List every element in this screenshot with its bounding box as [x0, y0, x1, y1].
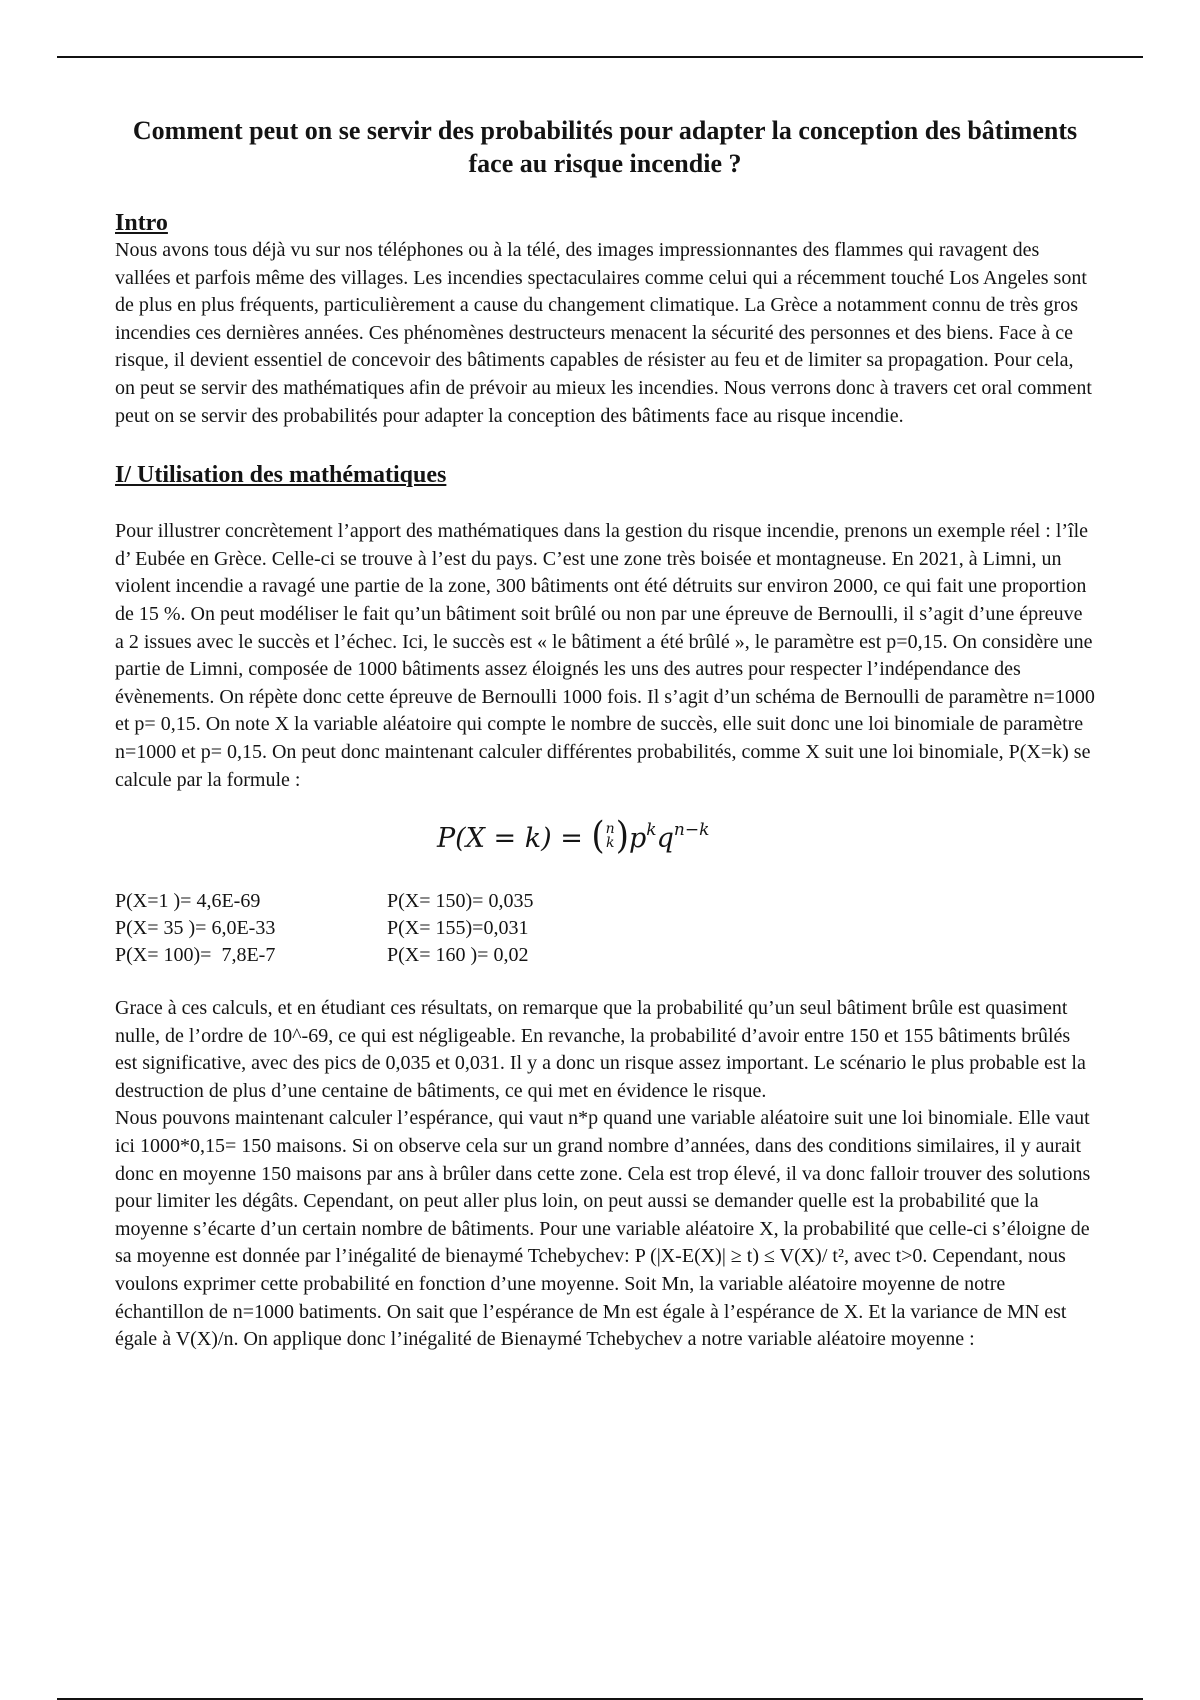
document-title: Comment peut on se servir des probabilités pour adapter la conception des bâtiments face au risque incendie ? [132, 116, 1078, 178]
section1-paragraph-2: Grace à ces calculs, et en étudiant ces résultats, on remarque que la probabilité qu’un seul bâtiment brûle est quasiment nulle, de l’ordre de 10^-69, ce qui est négligeable. En revanche, la probabilité d’avoir entre 150 et 155 bâtiments brûlés est significative, avec des pics de 0,035 et 0,031. Il y a donc un risque assez important. Le scénario le plus probable est la destruction de plus d’une centaine de bâtiments, ce qui met en évidence le risque. [115, 997, 1086, 1102]
probability-value: P(X= 155)=0,031 [387, 917, 529, 940]
probability-results [115, 888, 1095, 969]
probability-value: P(X=1 )= 4,6E-69 [115, 890, 261, 913]
probability-value: P(X= 160 )= 0,02 [387, 944, 529, 967]
probability-value: P(X= 100)= 7,8E-7 [115, 944, 276, 967]
probability-value: P(X= 150)= 0,035 [387, 890, 534, 913]
intro-paragraph: Nous avons tous déjà vu sur nos téléphones ou à la télé, des images impressionnantes des flammes qui ravagent des vallées et parfois même des villages. Les incendies spectaculaires comme celui qui a récemment touché Los Angeles sont de plus en plus fréquents, particulièrement a cause du changement climatique. La Grèce a notamment connu de très gros incendies ces dernières années. Ces phénomènes destructeurs menacent la sécurité des personnes et des biens. Face à ce risque, il devient essentiel de concevoir des bâtiments capables de résister au feu et de limiter sa propagation. Pour cela, on peut se servir des mathématiques afin de prévoir au mieux les incendies. Nous verrons donc à travers cet oral comment peut on se servir des probabilités pour adapter la conception des bâtiments face au risque incendie. [115, 239, 1092, 427]
formula-expression [437, 814, 710, 859]
formula-q-exponent: n−k [673, 820, 710, 841]
binom-top: n [605, 821, 615, 838]
formula-p-exponent: k [646, 820, 657, 841]
probability-value: P(X= 35 )= 6,0E-33 [115, 917, 276, 940]
section1-paragraph-1: Pour illustrer concrètement l’apport des mathématiques dans la gestion du risque incendie, prenons un exemple réel : l’île d’ Eubée en Grèce. Celle-ci se trouve à l’est du pays. C’est une zone très boisée et montagneuse. En 2021, à Limni, un violent incendie a ravagé une partie de la zone, 300 bâtiments ont été détruits sur environ 2000, ce qui fait une proportion de 15 %. On peut modéliser le fait qu’un bâtiment soit brûlé ou non par une épreuve de Bernoulli, il s’agit d’une épreuve a 2 issues avec le succès et l’échec. Ici, le succès est « le bâtiment a été brûlé », le paramètre est p=0,15. On considère une partie de Limni, composée de 1000 bâtiments assez éloignés les uns des autres pour respecter l’indépendance des évènements. On répète donc cette épreuve de Bernoulli 1000 fois. Il s’agit d’un schéma de Bernoulli de paramètre n=1000 et p= 0,15. On note X la variable aléatoire qui compte le nombre de succès, elle suit donc une loi binomiale de paramètre n=1000 et p= 0,15. On peut donc maintenant calculer différentes probabilités, comme X suit une loi binomiale, P(X=k) se calcule par la formule : [115, 520, 1095, 791]
intro-heading: Intro [115, 210, 168, 236]
formula-p: p [628, 823, 647, 855]
binomial-coefficient: ( n k ) [591, 814, 629, 859]
document-body [115, 114, 1095, 1354]
section1-heading: I/ Utilisation des mathématiques [115, 462, 447, 489]
formula-lhs: P(X = k) = [437, 823, 592, 855]
section1-paragraph-3: Nous pouvons maintenant calculer l’espérance, qui vaut n*p quand une variable aléatoire suit une loi binomiale. Elle vaut ici 1000*0,15= 150 maisons. Si on observe cela sur un grand nombre d’années, dans des conditions similaires, il y aurait donc en moyenne 150 maisons par ans à brûler dans cette zone. Cela est trop élevé, il va donc falloir trouver des solutions pour limiter les dégâts. Cependant, on peut aller plus loin, on peut aussi se demander quelle est la probabilité que la moyenne s’écarte d’un certain nombre de bâtiments. Pour une variable aléatoire X, la probabilité que celle-ci s’éloigne de sa moyenne est donnée par l’inégalité de bienaymé Tchebychev: P (|X-E(X)| ≥ t) ≤ V(X)/ t², avec t>0. Cependant, nous voulons exprimer cette probabilité en fonction d’une moyenne. Soit Mn, la variable aléatoire moyenne de notre échantillon de n=1000 batiments. On sait que l’espérance de Mn est égale à l’espérance de X. Et la variance de MN est égale à V(X)/n. On applique donc l’inégalité de Bienaymé Tchebychev a notre variable aléatoire moyenne : [115, 1107, 1091, 1351]
top-rule [57, 56, 1143, 58]
formula-q: q [656, 823, 674, 855]
binom-bottom: k [605, 835, 615, 852]
binomial-formula [115, 794, 1095, 888]
